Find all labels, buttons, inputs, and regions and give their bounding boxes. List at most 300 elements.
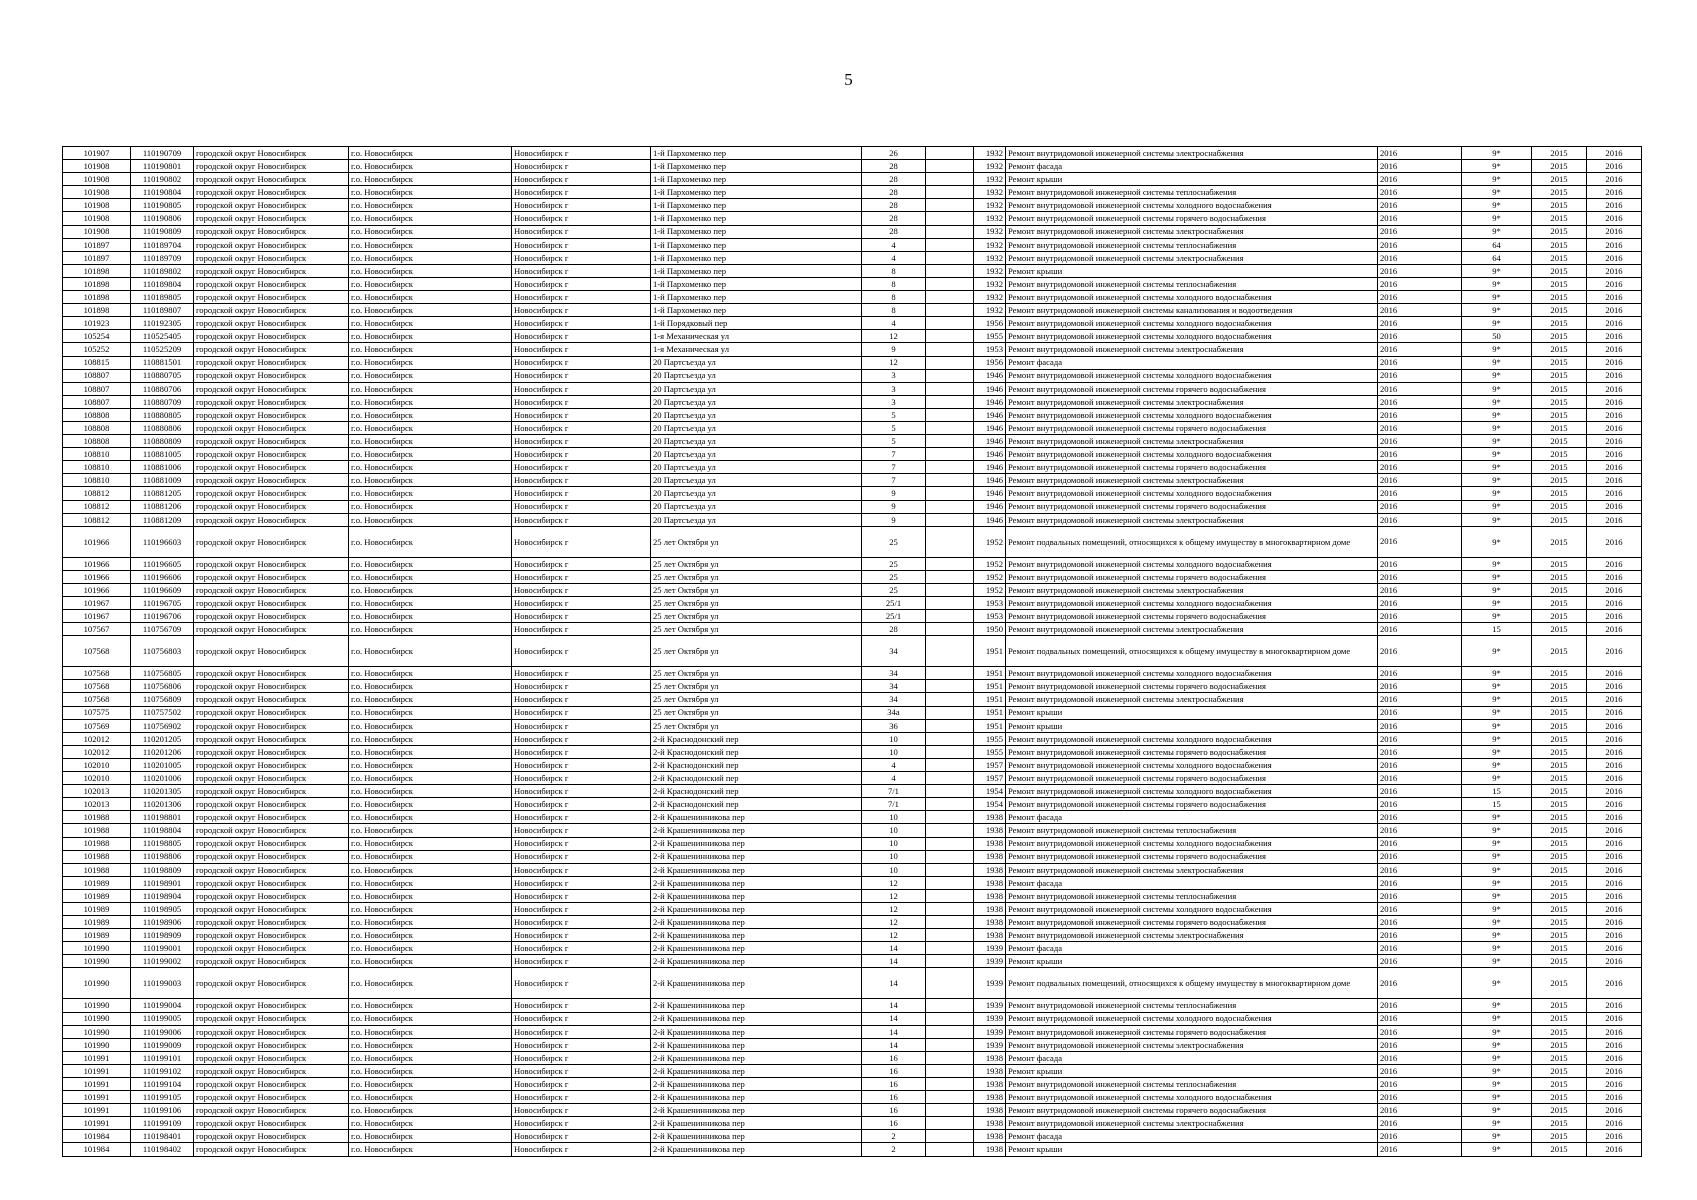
cell-year-from: 2015 [1532, 902, 1587, 915]
cell-blank [926, 583, 974, 596]
cell-year-from: 2015 [1532, 277, 1587, 290]
cell-blank [926, 968, 974, 999]
table-row [63, 487, 1642, 500]
cell-municipality: городской округ Новосибирск [194, 238, 349, 251]
cell-house-no: 5 [862, 421, 926, 434]
cell-city-district: г.о. Новосибирск [349, 474, 512, 487]
cell-work-type: Ремонт внутридомовой инженерной системы горячего водоснабжения [1006, 382, 1378, 395]
cell-street: 25 лет Октября ул [651, 623, 862, 636]
cell-municipality: городской округ Новосибирск [194, 369, 349, 382]
cell-house-no: 28 [862, 160, 926, 173]
table-row [63, 811, 1642, 824]
cell-street: 20 Партсъезда ул [651, 448, 862, 461]
cell-year-to: 2016 [1587, 597, 1642, 610]
cell-municipality: городской округ Новосибирск [194, 785, 349, 798]
cell-settlement: Новосибирск г [512, 500, 651, 513]
cell-year-to: 2016 [1587, 500, 1642, 513]
cell-street: 25 лет Октября ул [651, 636, 862, 667]
table-body [63, 147, 1642, 1157]
cell-value: 9* [1462, 772, 1532, 785]
table-row [63, 1117, 1642, 1130]
cell-work-type: Ремонт внутридомовой инженерной системы электроснабжения [1006, 251, 1378, 264]
cell-city-district: г.о. Новосибирск [349, 212, 512, 225]
cell-value: 9* [1462, 1104, 1532, 1117]
cell-value: 9* [1462, 160, 1532, 173]
cell-municipality: городской округ Новосибирск [194, 513, 349, 526]
cell-municipality: городской округ Новосибирск [194, 1104, 349, 1117]
table-row [63, 999, 1642, 1012]
cell-year-to: 2016 [1587, 999, 1642, 1012]
table-row [63, 902, 1642, 915]
cell-year-built: 1950 [974, 623, 1006, 636]
cell-city-district: г.о. Новосибирск [349, 1064, 512, 1077]
cell-house-id: 101898 [63, 277, 131, 290]
table-row [63, 435, 1642, 448]
cell-year-from: 2015 [1532, 264, 1587, 277]
cell-house-no: 2 [862, 1130, 926, 1143]
cell-year-to: 2016 [1587, 968, 1642, 999]
cell-work-id: 110198806 [131, 850, 194, 863]
cell-year-built: 1946 [974, 487, 1006, 500]
cell-year-to: 2016 [1587, 199, 1642, 212]
table-row [63, 837, 1642, 850]
cell-work-type: Ремонт внутридомовой инженерной системы холодного водоснабжения [1006, 330, 1378, 343]
cell-settlement: Новосибирск г [512, 382, 651, 395]
cell-street: 2-й Крашенинникова пер [651, 889, 862, 902]
cell-house-id: 101991 [63, 1091, 131, 1104]
cell-house-id: 108807 [63, 382, 131, 395]
cell-year-built: 1932 [974, 212, 1006, 225]
cell-settlement: Новосибирск г [512, 1012, 651, 1025]
table-row [63, 850, 1642, 863]
cell-city-district: г.о. Новосибирск [349, 448, 512, 461]
cell-plan-year: 2016 [1378, 173, 1462, 186]
cell-house-id: 101908 [63, 212, 131, 225]
cell-municipality: городской округ Новосибирск [194, 147, 349, 160]
cell-house-id: 101907 [63, 147, 131, 160]
cell-house-id: 101989 [63, 876, 131, 889]
cell-settlement: Новосибирск г [512, 212, 651, 225]
cell-blank [926, 277, 974, 290]
cell-value: 9* [1462, 667, 1532, 680]
cell-year-from: 2015 [1532, 1038, 1587, 1051]
cell-city-district: г.о. Новосибирск [349, 461, 512, 474]
cell-work-id: 110756809 [131, 693, 194, 706]
cell-settlement: Новосибирск г [512, 291, 651, 304]
cell-municipality: городской округ Новосибирск [194, 1064, 349, 1077]
cell-city-district: г.о. Новосибирск [349, 1051, 512, 1064]
cell-plan-year: 2016 [1378, 557, 1462, 570]
cell-year-to: 2016 [1587, 719, 1642, 732]
cell-blank [926, 160, 974, 173]
cell-year-built: 1939 [974, 999, 1006, 1012]
cell-plan-year: 2016 [1378, 1078, 1462, 1091]
cell-city-district: г.о. Новосибирск [349, 732, 512, 745]
cell-settlement: Новосибирск г [512, 583, 651, 596]
cell-year-to: 2016 [1587, 147, 1642, 160]
cell-work-id: 110199004 [131, 999, 194, 1012]
cell-settlement: Новосибирск г [512, 610, 651, 623]
cell-year-built: 1951 [974, 667, 1006, 680]
cell-settlement: Новосибирск г [512, 557, 651, 570]
cell-work-type: Ремонт фасада [1006, 160, 1378, 173]
repair-register-table [62, 146, 1642, 1157]
cell-municipality: городской округ Новосибирск [194, 317, 349, 330]
cell-work-id: 110880706 [131, 382, 194, 395]
cell-work-id: 110199105 [131, 1091, 194, 1104]
cell-blank [926, 225, 974, 238]
cell-street: 2-й Краснодонский пер [651, 758, 862, 771]
cell-settlement: Новосибирск г [512, 251, 651, 264]
cell-year-built: 1953 [974, 597, 1006, 610]
cell-street: 25 лет Октября ул [651, 570, 862, 583]
cell-year-built: 1946 [974, 382, 1006, 395]
cell-work-id: 110190804 [131, 186, 194, 199]
cell-municipality: городской округ Новосибирск [194, 1025, 349, 1038]
table-row [63, 147, 1642, 160]
cell-house-no: 8 [862, 304, 926, 317]
cell-year-to: 2016 [1587, 1012, 1642, 1025]
cell-house-id: 101991 [63, 1104, 131, 1117]
cell-plan-year: 2016 [1378, 667, 1462, 680]
cell-year-to: 2016 [1587, 929, 1642, 942]
table-row [63, 212, 1642, 225]
cell-year-to: 2016 [1587, 863, 1642, 876]
cell-municipality: городской округ Новосибирск [194, 597, 349, 610]
cell-street: 20 Партсъезда ул [651, 408, 862, 421]
cell-settlement: Новосибирск г [512, 837, 651, 850]
cell-house-no: 25 [862, 557, 926, 570]
cell-work-id: 110201306 [131, 798, 194, 811]
cell-year-from: 2015 [1532, 186, 1587, 199]
cell-plan-year: 2016 [1378, 889, 1462, 902]
cell-value: 9* [1462, 557, 1532, 570]
cell-house-no: 16 [862, 1117, 926, 1130]
cell-year-from: 2015 [1532, 680, 1587, 693]
cell-value: 9* [1462, 1117, 1532, 1130]
cell-value: 9* [1462, 680, 1532, 693]
cell-work-id: 110189709 [131, 251, 194, 264]
cell-plan-year: 2016 [1378, 343, 1462, 356]
cell-year-to: 2016 [1587, 212, 1642, 225]
cell-blank [926, 513, 974, 526]
cell-house-no: 10 [862, 863, 926, 876]
cell-city-district: г.о. Новосибирск [349, 1025, 512, 1038]
cell-plan-year: 2016 [1378, 1130, 1462, 1143]
cell-house-id: 101990 [63, 1038, 131, 1051]
cell-blank [926, 435, 974, 448]
cell-work-id: 110199101 [131, 1051, 194, 1064]
cell-plan-year: 2016 [1378, 745, 1462, 758]
cell-plan-year: 2016 [1378, 680, 1462, 693]
cell-house-id: 101967 [63, 597, 131, 610]
cell-year-from: 2015 [1532, 876, 1587, 889]
cell-street: 25 лет Октября ул [651, 719, 862, 732]
cell-street: 25 лет Октября ул [651, 597, 862, 610]
cell-year-from: 2015 [1532, 610, 1587, 623]
cell-plan-year: 2016 [1378, 291, 1462, 304]
cell-settlement: Новосибирск г [512, 811, 651, 824]
cell-settlement: Новосибирск г [512, 732, 651, 745]
cell-municipality: городской округ Новосибирск [194, 693, 349, 706]
cell-work-type: Ремонт фасада [1006, 811, 1378, 824]
cell-value: 50 [1462, 330, 1532, 343]
cell-work-id: 110881209 [131, 513, 194, 526]
cell-year-to: 2016 [1587, 706, 1642, 719]
cell-street: 2-й Крашенинникова пер [651, 1091, 862, 1104]
cell-city-district: г.о. Новосибирск [349, 513, 512, 526]
cell-city-district: г.о. Новосибирск [349, 597, 512, 610]
cell-work-id: 110880709 [131, 395, 194, 408]
cell-year-from: 2015 [1532, 369, 1587, 382]
cell-plan-year: 2016 [1378, 785, 1462, 798]
cell-plan-year: 2016 [1378, 356, 1462, 369]
cell-plan-year: 2016 [1378, 421, 1462, 434]
cell-year-to: 2016 [1587, 570, 1642, 583]
cell-house-id: 101989 [63, 916, 131, 929]
cell-work-type: Ремонт внутридомовой инженерной системы электроснабжения [1006, 435, 1378, 448]
cell-plan-year: 2016 [1378, 264, 1462, 277]
cell-street: 2-й Крашенинникова пер [651, 1143, 862, 1156]
cell-settlement: Новосибирск г [512, 1051, 651, 1064]
cell-house-no: 3 [862, 369, 926, 382]
cell-year-built: 1954 [974, 798, 1006, 811]
cell-value: 15 [1462, 623, 1532, 636]
cell-work-type: Ремонт внутридомовой инженерной системы электроснабжения [1006, 583, 1378, 596]
cell-municipality: городской округ Новосибирск [194, 1130, 349, 1143]
cell-street: 20 Партсъезда ул [651, 369, 862, 382]
cell-value: 9* [1462, 526, 1532, 557]
cell-house-id: 101990 [63, 1025, 131, 1038]
cell-municipality: городской округ Новосибирск [194, 1078, 349, 1091]
cell-work-type: Ремонт внутридомовой инженерной системы холодного водоснабжения [1006, 597, 1378, 610]
cell-house-id: 102013 [63, 798, 131, 811]
cell-value: 9* [1462, 850, 1532, 863]
cell-city-district: г.о. Новосибирск [349, 850, 512, 863]
cell-house-id: 107575 [63, 706, 131, 719]
cell-street: 2-й Крашенинникова пер [651, 837, 862, 850]
table-row [63, 772, 1642, 785]
cell-value: 9* [1462, 1025, 1532, 1038]
cell-city-district: г.о. Новосибирск [349, 277, 512, 290]
cell-work-id: 110201206 [131, 745, 194, 758]
cell-house-id: 101966 [63, 583, 131, 596]
cell-year-built: 1939 [974, 1025, 1006, 1038]
cell-work-type: Ремонт внутридомовой инженерной системы горячего водоснабжения [1006, 500, 1378, 513]
cell-plan-year: 2016 [1378, 147, 1462, 160]
cell-street: 2-й Крашенинникова пер [651, 876, 862, 889]
cell-value: 9* [1462, 186, 1532, 199]
cell-settlement: Новосибирск г [512, 942, 651, 955]
page-number: 5 [844, 70, 853, 89]
cell-blank [926, 304, 974, 317]
cell-municipality: городской округ Новосибирск [194, 382, 349, 395]
cell-house-no: 25 [862, 583, 926, 596]
cell-plan-year: 2016 [1378, 719, 1462, 732]
cell-blank [926, 902, 974, 915]
cell-plan-year: 2016 [1378, 876, 1462, 889]
cell-settlement: Новосибирск г [512, 277, 651, 290]
cell-municipality: городской округ Новосибирск [194, 487, 349, 500]
cell-house-no: 25/1 [862, 610, 926, 623]
table-row [63, 1064, 1642, 1077]
table-row [63, 448, 1642, 461]
cell-house-no: 7/1 [862, 785, 926, 798]
cell-blank [926, 863, 974, 876]
cell-year-from: 2015 [1532, 147, 1587, 160]
cell-municipality: городской округ Новосибирск [194, 1091, 349, 1104]
cell-blank [926, 758, 974, 771]
cell-house-id: 102012 [63, 745, 131, 758]
cell-settlement: Новосибирск г [512, 461, 651, 474]
table-row [63, 225, 1642, 238]
cell-work-type: Ремонт крыши [1006, 955, 1378, 968]
cell-plan-year: 2016 [1378, 968, 1462, 999]
cell-year-to: 2016 [1587, 798, 1642, 811]
cell-year-from: 2015 [1532, 317, 1587, 330]
cell-value: 9* [1462, 1012, 1532, 1025]
cell-city-district: г.о. Новосибирск [349, 837, 512, 850]
table-row [63, 474, 1642, 487]
cell-work-type: Ремонт крыши [1006, 173, 1378, 186]
cell-plan-year: 2016 [1378, 1104, 1462, 1117]
cell-house-id: 101988 [63, 837, 131, 850]
cell-year-from: 2015 [1532, 570, 1587, 583]
cell-value: 9* [1462, 199, 1532, 212]
table-row [63, 557, 1642, 570]
cell-city-district: г.о. Новосибирск [349, 557, 512, 570]
cell-year-from: 2015 [1532, 745, 1587, 758]
cell-house-no: 28 [862, 212, 926, 225]
cell-street: 2-й Крашенинникова пер [651, 863, 862, 876]
cell-house-id: 101990 [63, 955, 131, 968]
cell-settlement: Новосибирск г [512, 955, 651, 968]
cell-work-type: Ремонт внутридомовой инженерной системы горячего водоснабжения [1006, 610, 1378, 623]
cell-settlement: Новосибирск г [512, 343, 651, 356]
table-row [63, 513, 1642, 526]
cell-year-built: 1938 [974, 916, 1006, 929]
cell-year-from: 2015 [1532, 1012, 1587, 1025]
cell-year-from: 2015 [1532, 1078, 1587, 1091]
cell-city-district: г.о. Новосибирск [349, 1143, 512, 1156]
cell-year-built: 1951 [974, 719, 1006, 732]
cell-blank [926, 421, 974, 434]
cell-year-from: 2015 [1532, 999, 1587, 1012]
cell-plan-year: 2016 [1378, 395, 1462, 408]
cell-plan-year: 2016 [1378, 929, 1462, 942]
cell-year-to: 2016 [1587, 610, 1642, 623]
cell-settlement: Новосибирск г [512, 636, 651, 667]
cell-year-from: 2015 [1532, 597, 1587, 610]
cell-work-id: 110881006 [131, 461, 194, 474]
cell-settlement: Новосибирск г [512, 916, 651, 929]
table-row [63, 745, 1642, 758]
cell-year-to: 2016 [1587, 291, 1642, 304]
cell-year-from: 2015 [1532, 225, 1587, 238]
cell-street: 2-й Крашенинникова пер [651, 1012, 862, 1025]
cell-plan-year: 2016 [1378, 1051, 1462, 1064]
cell-year-from: 2015 [1532, 916, 1587, 929]
cell-work-type: Ремонт внутридомовой инженерной системы теплоснабжения [1006, 1078, 1378, 1091]
cell-settlement: Новосибирск г [512, 929, 651, 942]
cell-year-from: 2015 [1532, 557, 1587, 570]
cell-plan-year: 2016 [1378, 448, 1462, 461]
cell-city-district: г.о. Новосибирск [349, 889, 512, 902]
cell-municipality: городской округ Новосибирск [194, 863, 349, 876]
cell-year-from: 2015 [1532, 1130, 1587, 1143]
table-row [63, 706, 1642, 719]
cell-work-id: 110880805 [131, 408, 194, 421]
cell-work-id: 110201006 [131, 772, 194, 785]
cell-house-no: 16 [862, 1078, 926, 1091]
cell-city-district: г.о. Новосибирск [349, 902, 512, 915]
cell-street: 2-й Крашенинникова пер [651, 929, 862, 942]
cell-year-built: 1952 [974, 570, 1006, 583]
cell-work-id: 110201305 [131, 785, 194, 798]
cell-year-built: 1938 [974, 902, 1006, 915]
cell-work-id: 110757502 [131, 706, 194, 719]
cell-value: 9* [1462, 1130, 1532, 1143]
cell-house-id: 101908 [63, 160, 131, 173]
cell-street: 1-й Пархоменко пер [651, 264, 862, 277]
cell-work-type: Ремонт внутридомовой инженерной системы электроснабжения [1006, 1117, 1378, 1130]
cell-work-type: Ремонт внутридомовой инженерной системы электроснабжения [1006, 474, 1378, 487]
cell-work-id: 110881501 [131, 356, 194, 369]
cell-value: 9* [1462, 317, 1532, 330]
cell-blank [926, 1012, 974, 1025]
cell-year-from: 2015 [1532, 173, 1587, 186]
table-row [63, 356, 1642, 369]
table-row [63, 199, 1642, 212]
cell-street: 25 лет Октября ул [651, 667, 862, 680]
cell-settlement: Новосибирск г [512, 304, 651, 317]
cell-plan-year: 2016 [1378, 636, 1462, 667]
cell-work-id: 110198909 [131, 929, 194, 942]
cell-municipality: городской округ Новосибирск [194, 811, 349, 824]
cell-house-id: 101967 [63, 610, 131, 623]
cell-house-no: 14 [862, 1038, 926, 1051]
cell-year-built: 1938 [974, 850, 1006, 863]
cell-blank [926, 876, 974, 889]
cell-work-id: 110881009 [131, 474, 194, 487]
cell-blank [926, 610, 974, 623]
cell-city-district: г.о. Новосибирск [349, 916, 512, 929]
cell-work-id: 110198804 [131, 824, 194, 837]
cell-blank [926, 719, 974, 732]
cell-work-type: Ремонт фасада [1006, 942, 1378, 955]
cell-year-from: 2015 [1532, 343, 1587, 356]
cell-year-built: 1939 [974, 968, 1006, 999]
cell-house-id: 101989 [63, 929, 131, 942]
cell-blank [926, 238, 974, 251]
cell-year-built: 1938 [974, 1051, 1006, 1064]
cell-work-id: 110196609 [131, 583, 194, 596]
cell-plan-year: 2016 [1378, 583, 1462, 596]
cell-year-to: 2016 [1587, 942, 1642, 955]
cell-work-type: Ремонт фасада [1006, 1051, 1378, 1064]
cell-street: 1-й Пархоменко пер [651, 251, 862, 264]
cell-year-from: 2015 [1532, 863, 1587, 876]
cell-year-built: 1938 [974, 863, 1006, 876]
cell-municipality: городской округ Новосибирск [194, 251, 349, 264]
cell-work-id: 110189704 [131, 238, 194, 251]
cell-work-id: 110881005 [131, 448, 194, 461]
cell-house-id: 101988 [63, 850, 131, 863]
cell-plan-year: 2016 [1378, 277, 1462, 290]
cell-city-district: г.о. Новосибирск [349, 824, 512, 837]
cell-municipality: городской округ Новосибирск [194, 1012, 349, 1025]
table-row [63, 186, 1642, 199]
